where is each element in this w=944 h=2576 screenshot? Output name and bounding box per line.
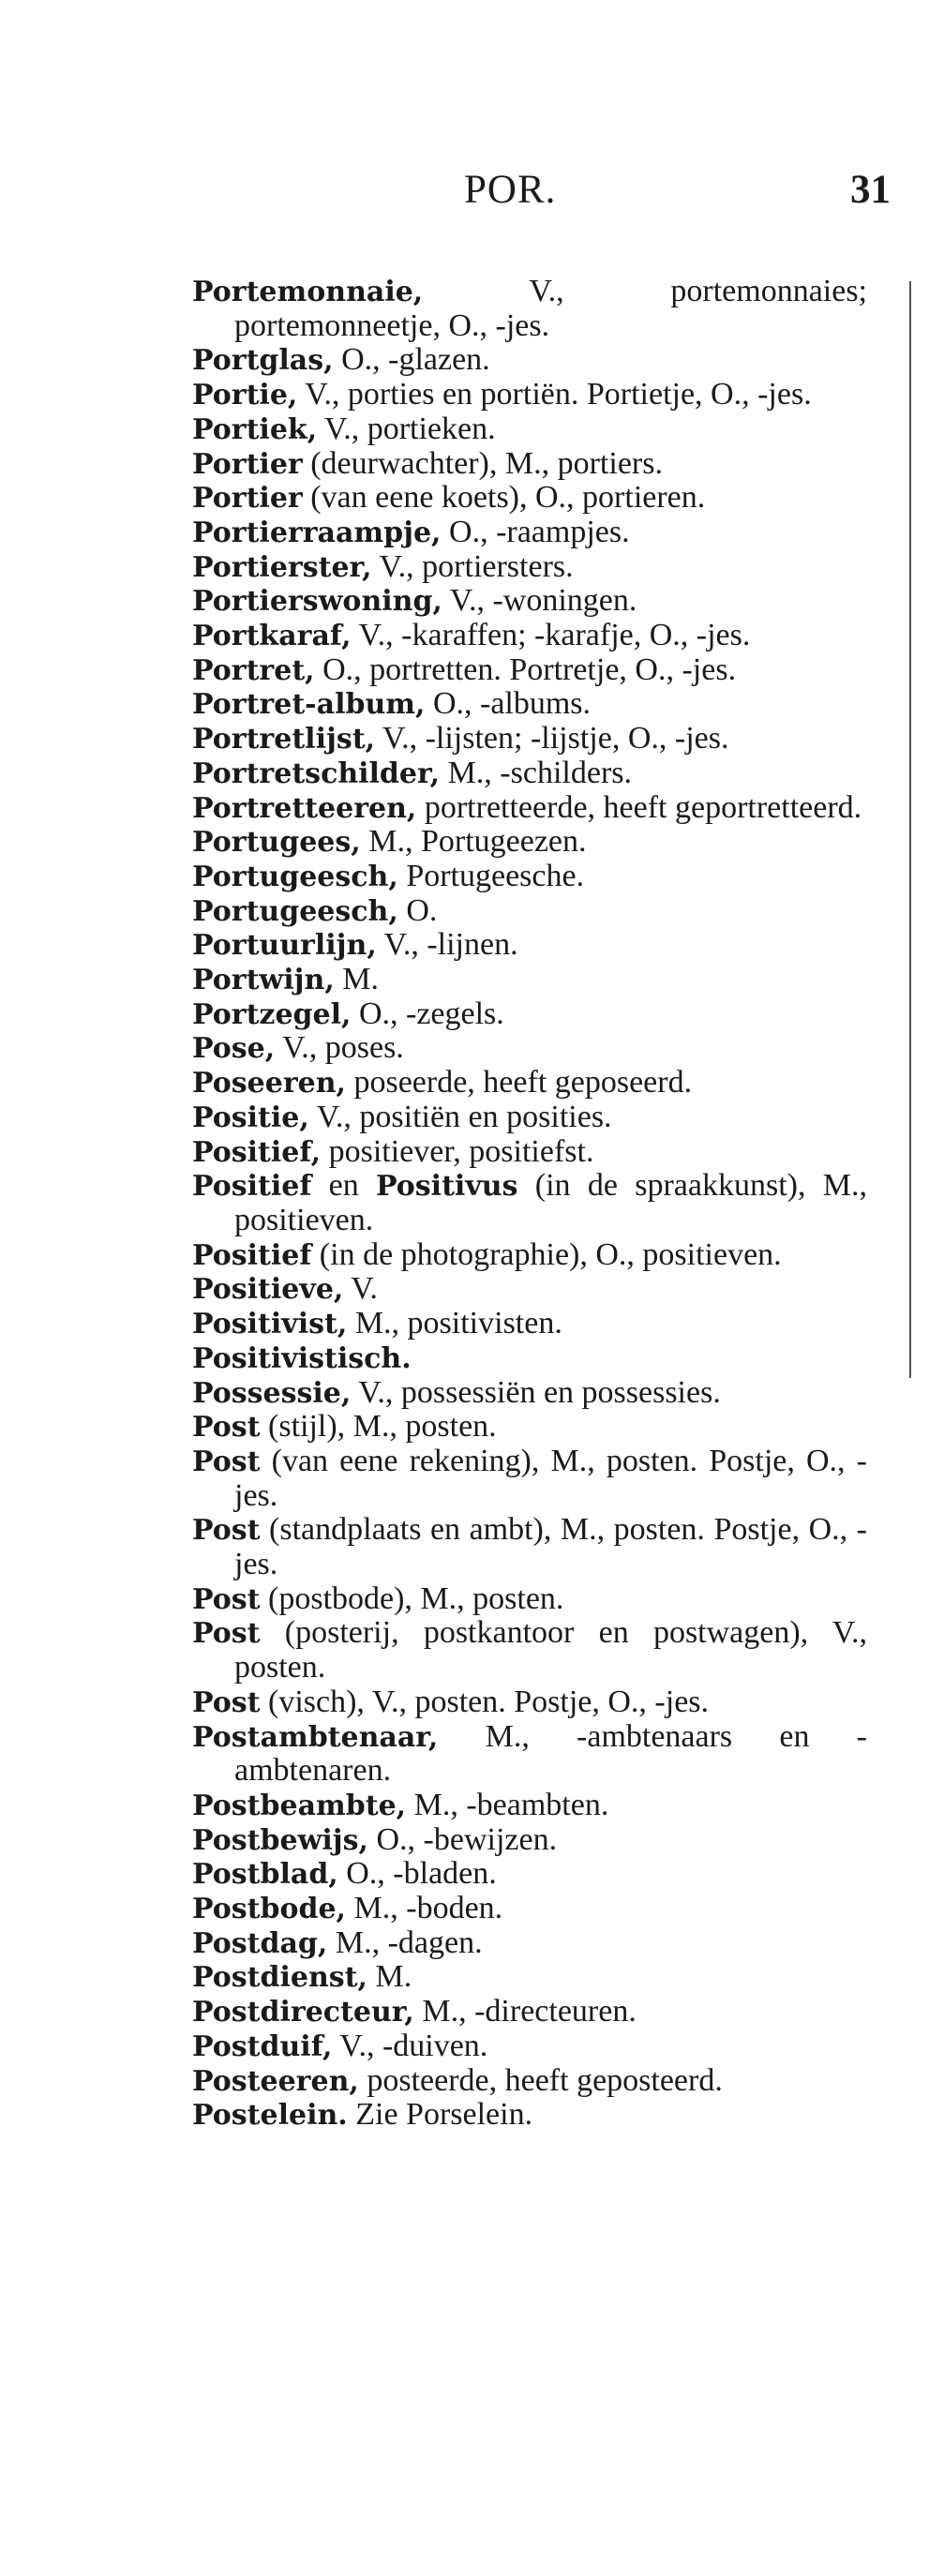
entry-definition: O., -bewijzen. <box>367 1821 558 1857</box>
entry-definition: M., -schilders. <box>440 755 632 790</box>
dictionary-entry <box>192 1789 867 1823</box>
entry-headword: Portretteeren, <box>192 791 417 825</box>
entry-headword: Portugeesch, <box>192 860 398 893</box>
dictionary-entry <box>192 343 867 378</box>
dictionary-entry <box>192 1685 867 1720</box>
entry-headword: Portret-album, <box>192 688 426 722</box>
dictionary-entry <box>192 550 867 585</box>
entry-definition: V., -woningen. <box>442 583 637 619</box>
entry-definition: (posterij, postkantoor en postwagen), V., posten. <box>234 1615 867 1685</box>
dictionary-entry <box>192 687 867 722</box>
entry-definition: (postbode), M., posten. <box>260 1580 564 1616</box>
entry-definition: poseerde, heeft geposeerd. <box>345 1065 693 1101</box>
entry-definition: M., -ambtenaars en -ambtenaren. <box>234 1718 867 1789</box>
dictionary-entry <box>192 1823 867 1858</box>
entry-definition: O., portretten. Portretje, O., -jes. <box>314 651 737 687</box>
entry-definition: V., -lijsten; -lijstje, O., -jes. <box>375 721 729 756</box>
entry-headword: Postdienst, <box>192 1961 367 1995</box>
entry-definition: (stijl), M., posten. <box>260 1409 497 1445</box>
entry-definition: M., Portugeezen. <box>360 824 587 860</box>
dictionary-entry <box>192 2098 867 2133</box>
entry-definition: M., positivisten. <box>347 1306 562 1341</box>
entry-headword: Postblad, <box>192 1858 338 1892</box>
dictionary-entry <box>192 412 867 447</box>
entry-headword: Post <box>192 1685 261 1719</box>
dictionary-entry <box>192 2029 867 2064</box>
dictionary-entry <box>192 1031 867 1066</box>
dictionary-entry <box>192 722 867 756</box>
entry-definition: en <box>311 1168 377 1204</box>
entry-headword: Postelein. <box>192 2099 348 2133</box>
entry-headword: Pose, <box>192 1032 276 1066</box>
entry-headword: Portret, <box>192 653 315 687</box>
entry-headword: Positief <box>192 1170 312 1204</box>
entry-headword: Portugeesch, <box>192 894 398 928</box>
entry-definition: V., -duiven. <box>332 2028 488 2063</box>
entry-headword: Positieve, <box>192 1273 344 1307</box>
entry-headword: Portie, <box>192 379 298 412</box>
entry-definition: M., -beambten. <box>406 1787 609 1822</box>
dictionary-entry <box>192 481 867 516</box>
entry-definition: O. <box>397 892 438 928</box>
entry-definition: O., -albums. <box>425 686 592 722</box>
entry-headword: Positief, <box>192 1135 322 1169</box>
dictionary-entry <box>192 1272 867 1307</box>
dictionary-entry <box>192 1892 867 1926</box>
dictionary-entry <box>192 1238 867 1273</box>
entry-definition: V. <box>343 1271 378 1307</box>
entry-headword: Portretschilder, <box>192 756 441 790</box>
entry-headword: Post <box>192 1582 261 1616</box>
entry-headword: Portiek, <box>192 412 318 446</box>
dictionary-entry <box>192 791 867 826</box>
entry-headword: Posteeren, <box>192 2064 359 2098</box>
entry-headword: Portzegel, <box>192 997 352 1031</box>
entry-headword: Post <box>192 1411 261 1445</box>
dictionary-entry <box>192 1926 867 1961</box>
running-head: POR. <box>464 168 557 212</box>
entry-headword: Portugees, <box>192 826 361 860</box>
entry-headword: Postdirecteur, <box>192 1996 414 2029</box>
entry-definition: (deurwachter), M., portiers. <box>302 445 663 481</box>
entry-headword: Portkaraf, <box>192 620 352 653</box>
entry-definition: M. <box>367 1959 412 1995</box>
dictionary-entry <box>192 1445 867 1513</box>
entry-definition: M., -directeuren. <box>413 1994 637 2029</box>
dictionary-entry <box>192 275 867 343</box>
entry-headword: Postbewijs, <box>192 1823 368 1857</box>
dictionary-entry <box>192 653 867 688</box>
entry-definition: O., -zegels. <box>351 996 504 1031</box>
dictionary-entry <box>192 1341 867 1376</box>
entry-definition: V., positiën en posities. <box>308 1099 612 1134</box>
dictionary-entry <box>192 963 867 997</box>
entry-definition: O., -bladen. <box>337 1856 497 1892</box>
entry-headword: Portwijn, <box>192 964 335 997</box>
entry-headword: Positivist, <box>192 1308 348 1341</box>
dictionary-entry <box>192 1410 867 1445</box>
entry-definition: V., -lijnen. <box>376 927 518 963</box>
dictionary-entry <box>192 619 867 653</box>
entry-headword: Post <box>192 1514 261 1548</box>
entry-definition: V., -karaffen; -karafje, O., -jes. <box>351 618 751 653</box>
entry-definition: (standplaats en ambt), M., posten. Postje, O., -jes. <box>234 1512 867 1582</box>
entry-headword: Portierswoning, <box>192 585 442 619</box>
entry-headword: Poseeren, <box>192 1067 346 1101</box>
dictionary-entry <box>192 756 867 791</box>
entry-definition: M., -dagen. <box>327 1925 483 1960</box>
dictionary-entry <box>192 1169 867 1237</box>
entry-definition: Zie Porselein. <box>347 2097 533 2133</box>
dictionary-entry <box>192 1582 867 1617</box>
entry-headword: Positief <box>192 1238 312 1272</box>
entry-definition: (in de photographie), O., positieven. <box>311 1236 782 1272</box>
entry-definition: V., portemonnaies; portemonneetje, O., -jes. <box>234 274 867 343</box>
entry-headword: Postbeambte, <box>192 1789 407 1822</box>
entry-headword: Postduif, <box>192 2029 333 2063</box>
entry-headword: Portemonnaie, <box>192 276 424 308</box>
entry-headword: Portierraampje, <box>192 516 442 549</box>
dictionary-entry <box>192 1066 867 1101</box>
entry-definition: (van eene koets), O., portieren. <box>302 480 706 516</box>
entry-headword: Positivistisch. <box>192 1341 412 1375</box>
entry-definition: V., portiersters. <box>371 548 574 584</box>
dictionary-entry <box>192 447 867 482</box>
dictionary-entry <box>192 1616 867 1685</box>
entry-definition: O., -glazen. <box>333 342 490 378</box>
entry-headword: Postambtenaar, <box>192 1720 439 1754</box>
entry-headword: Portierster, <box>192 550 372 584</box>
entry-headword: Positie, <box>192 1101 309 1134</box>
entry-headword: Portier <box>192 447 303 481</box>
dictionary-entry <box>192 1135 867 1170</box>
dictionary-entry <box>192 1960 867 1995</box>
entry-definition: Portugeesche. <box>397 858 585 893</box>
entry-definition: M. <box>334 962 379 997</box>
entry-definition: V., portieken. <box>317 411 496 446</box>
entry-headword: Portier <box>192 482 303 516</box>
dictionary-entry <box>192 997 867 1032</box>
dictionary-entry <box>192 584 867 619</box>
dictionary-entry <box>192 378 867 412</box>
entry-definition: posteerde, heeft geposteerd. <box>358 2062 723 2098</box>
entry-definition: M., -boden. <box>346 1891 503 1926</box>
dictionary-entry <box>192 928 867 963</box>
entry-definition: V., possessiën en possessies. <box>351 1374 721 1410</box>
dictionary-entry <box>192 1513 867 1581</box>
dictionary-entry <box>192 825 867 860</box>
dictionary-entry <box>192 894 867 929</box>
entry-definition: portretteerde, heeft geportretteerd. <box>416 789 862 825</box>
entry-definition: (visch), V., posten. Postje, O., -jes. <box>260 1684 710 1719</box>
dictionary-entry <box>192 516 867 550</box>
entry-headword: Postdag, <box>192 1926 328 1960</box>
entry-definition: V., porties en portiën. Portietje, O., -jes. <box>297 377 812 412</box>
dictionary-entry <box>192 1995 867 2029</box>
dictionary-entry <box>192 1720 867 1789</box>
entry-headword: Portglas, <box>192 344 334 378</box>
entry-headword: Post <box>192 1445 261 1478</box>
entry-definition: (in de spraakkunst), M., positieven. <box>234 1168 868 1237</box>
entry-definition: O., -raampjes. <box>441 514 630 549</box>
dictionary-entry <box>192 1307 867 1341</box>
entry-definition: V., poses. <box>275 1030 404 1066</box>
entry-headword: Portuurlijn, <box>192 929 377 963</box>
dictionary-entry <box>192 1857 867 1892</box>
dictionary-entry <box>192 860 867 894</box>
page-number: 31 <box>850 168 891 212</box>
entry-headword: Portretlijst, <box>192 723 376 756</box>
dictionary-entry <box>192 1376 867 1411</box>
entry-definition: positiever, positiefst. <box>321 1133 594 1169</box>
entry-definition: (van eene rekening), M., posten. Postje, O., -jes. <box>234 1443 867 1513</box>
dictionary-entry <box>192 1101 867 1135</box>
entry-headword: Post <box>192 1617 261 1651</box>
dictionary-entries <box>192 275 867 2133</box>
page-header <box>0 167 944 214</box>
dictionary-entry <box>192 2064 867 2099</box>
entry-headword: Positivus <box>376 1170 518 1204</box>
margin-rule <box>909 281 911 1378</box>
entry-headword: Postbode, <box>192 1893 347 1926</box>
entry-headword: Possessie, <box>192 1376 352 1410</box>
